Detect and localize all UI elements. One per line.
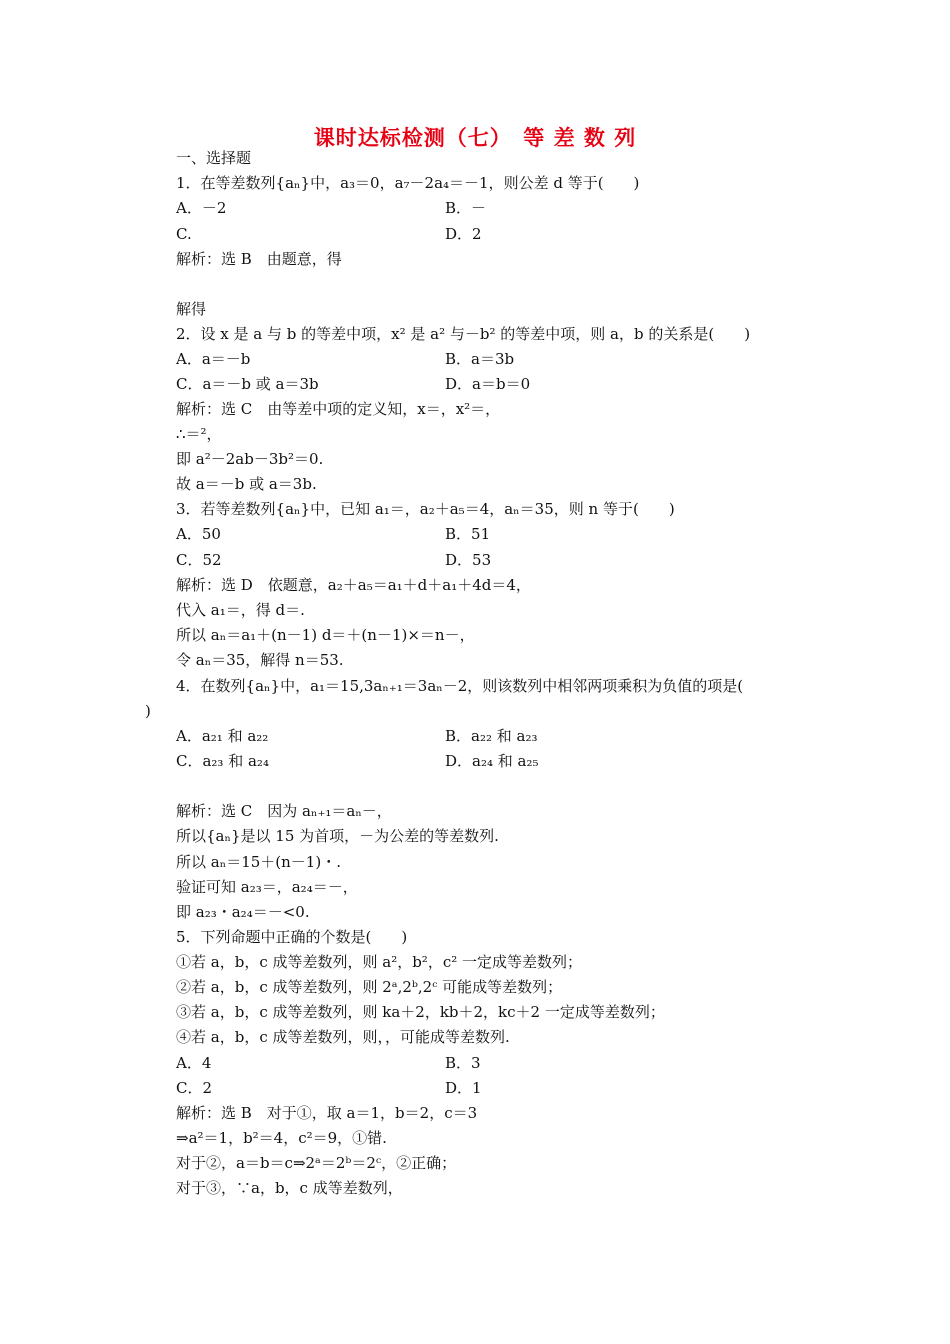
option-right: D．a₂₄ 和 a₂₅	[445, 752, 539, 770]
text-line: A．a＝－b	[176, 350, 251, 368]
text-line: 解析：选 B 由题意，得	[176, 250, 342, 268]
text-line: 即 a₂₃・a₂₄＝－<0.	[176, 903, 310, 921]
text-line: 所以 aₙ＝a₁＋(n－1) d＝＋(n－1)×＝n－，	[176, 626, 475, 644]
text-line: 令 aₙ＝35，解得 n＝53.	[176, 651, 344, 669]
text-line: 验证可知 a₂₃＝，a₂₄＝－，	[176, 878, 358, 896]
text-line: ④若 a，b，c 成等差数列，则，，可能成等差数列.	[176, 1028, 510, 1046]
option-right: B．3	[445, 1054, 481, 1072]
text-line: 代入 a₁＝，得 d＝.	[176, 601, 305, 619]
option-right: D．a＝b＝0	[445, 375, 531, 393]
text-line: ③若 a，b，c 成等差数列，则 ka＋2，kb＋2，kc＋2 一定成等差数列；	[176, 1003, 665, 1021]
text-line: 2．设 x 是 a 与 b 的等差中项，x² 是 a² 与－b² 的等差中项，则 a，b 的关系是( )	[176, 325, 751, 343]
text-line: 即 a²－2ab－3b²＝0.	[176, 450, 324, 468]
text-line: ⇒a²＝1，b²＝4，c²＝9，①错.	[176, 1129, 387, 1147]
text-line: 4．在数列{aₙ}中，a₁＝15,3aₙ₊₁＝3aₙ－2，则该数列中相邻两项乘积为负值的项是(	[176, 677, 744, 695]
text-line: 对于②，a＝b＝c⇒2ᵃ＝2ᵇ＝2ᶜ，②正确；	[176, 1154, 457, 1172]
text-line: 5．下列命题中正确的个数是( )	[176, 928, 408, 946]
text-line: 解析：选 B 对于①，取 a＝1，b＝2，c＝3	[176, 1104, 478, 1122]
text-line: C.	[176, 225, 192, 243]
text-line: 所以{aₙ}是以 15 为首项，－为公差的等差数列.	[176, 827, 499, 845]
text-line: ∴＝²，	[176, 425, 222, 443]
text-line: 对于③，∵a，b，c 成等差数列，	[176, 1179, 403, 1197]
text-line: 解析：选 C 因为 aₙ₊₁＝aₙ－，	[176, 802, 392, 820]
text-line: 所以 aₙ＝15＋(n－1)・.	[176, 853, 341, 871]
text-line: C．52	[176, 551, 222, 569]
option-right: D．2	[445, 225, 482, 243]
text-line: A．50	[176, 525, 221, 543]
text-line: ①若 a，b，c 成等差数列，则 a²，b²，c² 一定成等差数列；	[176, 953, 583, 971]
text-line: 3．若等差数列{aₙ}中，已知 a₁＝，a₂＋a₅＝4，aₙ＝35，则 n 等于( )	[176, 500, 675, 518]
text-line: A．a₂₁ 和 a₂₂	[176, 727, 269, 745]
text-line: C．a₂₃ 和 a₂₄	[176, 752, 269, 770]
text-line: A．－2	[176, 199, 227, 217]
text-line: C．2	[176, 1079, 213, 1097]
option-right: B．－	[445, 199, 487, 217]
page-title: 课时达标检测（七） 等 差 数 列	[313, 126, 637, 150]
option-right: B．a₂₂ 和 a₂₃	[445, 727, 538, 745]
text-line: 1．在等差数列{aₙ}中，a₃＝0，a₇－2a₄＝－1，则公差 d 等于( )	[176, 174, 640, 192]
option-right: D．53	[445, 551, 492, 569]
text-line: 解析：选 C 由等差中项的定义知，x＝，x²＝，	[176, 400, 501, 418]
text-line: C．a＝－b 或 a＝3b	[176, 375, 319, 393]
option-right: B．51	[445, 525, 491, 543]
text-line: 故 a＝－b 或 a＝3b.	[176, 475, 317, 493]
text-line: 解得	[176, 300, 207, 318]
text-line: ②若 a，b，c 成等差数列，则 2ᵃ,2ᵇ,2ᶜ 可能成等差数列；	[176, 978, 563, 996]
text-line: )	[145, 702, 151, 720]
text-line: 一、选择题	[176, 149, 252, 167]
option-right: D．1	[445, 1079, 482, 1097]
option-right: B．a＝3b	[445, 350, 515, 368]
text-line: A．4	[176, 1054, 212, 1072]
text-line: 解析：选 D 依题意，a₂＋a₅＝a₁＋d＋a₁＋4d＝4，	[176, 576, 531, 594]
